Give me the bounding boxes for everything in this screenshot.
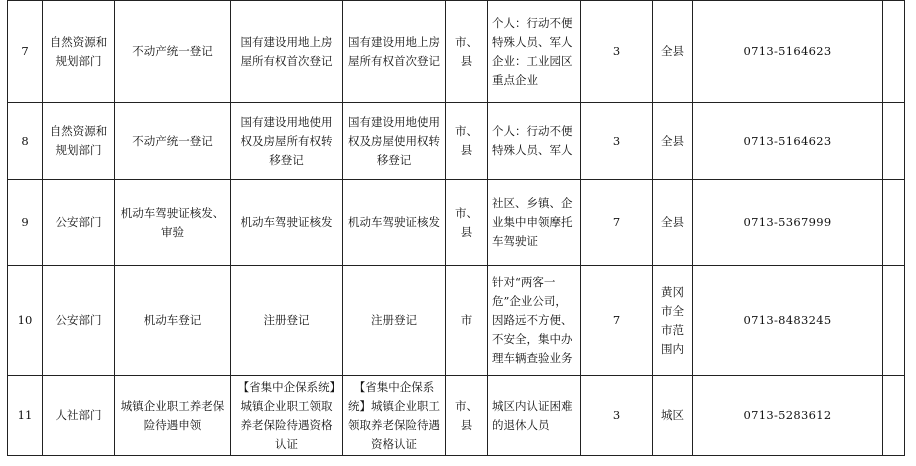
service-content: 国有建设用地上房屋所有权首次登记 xyxy=(343,1,446,103)
service-item: 不动产统一登记 xyxy=(115,1,231,103)
service-scope: 全县 xyxy=(653,103,693,180)
service-subitem: 国有建设用地上房屋所有权首次登记 xyxy=(231,1,343,103)
service-target: 个人：行动不便特殊人员、军人企业：工业园区重点企业 xyxy=(488,1,581,103)
service-target: 个人：行动不便特殊人员、军人 xyxy=(488,103,581,180)
department: 自然资源和规划部门 xyxy=(43,103,115,180)
processing-days: 3 xyxy=(581,1,653,103)
admin-level: 市、县 xyxy=(446,180,488,266)
row-number: 10 xyxy=(8,266,43,376)
row-number: 7 xyxy=(8,1,43,103)
service-item: 不动产统一登记 xyxy=(115,103,231,180)
note-cell xyxy=(883,1,905,103)
service-scope: 全县 xyxy=(653,180,693,266)
admin-level: 市 xyxy=(446,266,488,376)
department: 自然资源和规划部门 xyxy=(43,1,115,103)
note-cell xyxy=(883,103,905,180)
service-scope: 黄冈市全市范围内 xyxy=(653,266,693,376)
processing-days: 7 xyxy=(581,266,653,376)
department: 公安部门 xyxy=(43,180,115,266)
processing-days: 3 xyxy=(581,103,653,180)
service-target: 针对“两客一危”企业公司，因路远不方便、不安全，集中办理车辆查验业务 xyxy=(488,266,581,376)
admin-level: 市、县 xyxy=(446,1,488,103)
contact-phone: 0713-8483245 xyxy=(693,266,883,376)
row-number: 8 xyxy=(8,103,43,180)
service-content: 【省集中企保系统】城镇企业职工领取养老保险待遇资格认证 xyxy=(343,376,446,456)
table-row xyxy=(8,266,905,376)
note-cell xyxy=(883,266,905,376)
department: 公安部门 xyxy=(43,266,115,376)
admin-level: 市、县 xyxy=(446,103,488,180)
table-row xyxy=(8,180,905,266)
service-scope: 城区 xyxy=(653,376,693,456)
service-subitem: 国有建设用地使用权及房屋所有权转移登记 xyxy=(231,103,343,180)
service-content: 机动车驾驶证核发 xyxy=(343,180,446,266)
service-scope: 全县 xyxy=(653,1,693,103)
service-subitem: 注册登记 xyxy=(231,266,343,376)
processing-days: 3 xyxy=(581,376,653,456)
service-content: 注册登记 xyxy=(343,266,446,376)
service-target: 城区内认证困难的退休人员 xyxy=(488,376,581,456)
service-subitem: 机动车驾驶证核发 xyxy=(231,180,343,266)
table-row xyxy=(8,376,905,456)
row-number: 9 xyxy=(8,180,43,266)
service-content: 国有建设用地使用权及房屋使用权转移登记 xyxy=(343,103,446,180)
table-row xyxy=(8,1,905,103)
contact-phone: 0713-5283612 xyxy=(693,376,883,456)
department: 人社部门 xyxy=(43,376,115,456)
table-row xyxy=(8,103,905,180)
service-item: 城镇企业职工养老保险待遇申领 xyxy=(115,376,231,456)
row-number: 11 xyxy=(8,376,43,456)
admin-level: 市、县 xyxy=(446,376,488,456)
service-subitem: 【省集中企保系统】城镇企业职工领取养老保险待遇资格认证 xyxy=(231,376,343,456)
service-item: 机动车登记 xyxy=(115,266,231,376)
processing-days: 7 xyxy=(581,180,653,266)
note-cell xyxy=(883,180,905,266)
service-table xyxy=(7,0,905,456)
contact-phone: 0713-5164623 xyxy=(693,1,883,103)
contact-phone: 0713-5367999 xyxy=(693,180,883,266)
service-target: 社区、乡镇、企业集中申领摩托车驾驶证 xyxy=(488,180,581,266)
service-item: 机动车驾驶证核发、审验 xyxy=(115,180,231,266)
note-cell xyxy=(883,376,905,456)
contact-phone: 0713-5164623 xyxy=(693,103,883,180)
